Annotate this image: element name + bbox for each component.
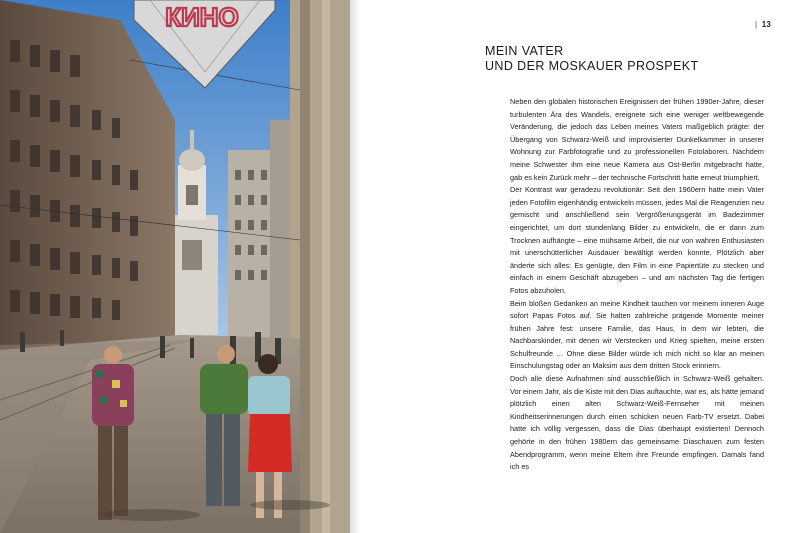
paragraph-3: Beim bloßen Gedanken an meine Kindheit tauchen vor meinem inneren Auge sofort Papas Fotos auf. Sie halten zahlreiche prägende Momente meiner frühen Jahre fest: unsere Familie, das Haus, in dem wir lebten, die Nachbarskinder, mit denen wir Verstecken und Krieg spielten, meine ersten Schulfreunde … Ohne diese Bilder würde ich mich nicht so klar an meinen Einschulungstag oder an Maksim aus dem dritten Stock erinnern. — [510, 298, 764, 371]
cinema-sign-text: КИНО — [165, 2, 239, 32]
page-gutter-shadow — [350, 0, 360, 533]
paragraph-4: Doch alle diese Aufnahmen sind ausschließlich in Schwarz-Weiß gehalten. Vor einem Jahr, als die Kiste mit den Dias auftauchte, war es, als hätte jemand plötzlich einen alten Schwarz-Weiß-Fernseher mit meinen Kindheitserinnerungen durch einen schicken neuen Farb-TV ersetzt. Dabei hatte ich völlig vergessen, dass die Dias überhaupt existierten! Dennoch gehörte in den frühen 1980ern das gemeinsame Diaschauen zum festen Abendprogramm, wenn meine Eltern ihre Freunde empfingen. Damals fand ich es — [510, 374, 764, 472]
folio-separator: | — [754, 20, 758, 29]
chapter-title-line-1: MEIN VATER — [485, 44, 564, 58]
page-number: 13 — [761, 20, 771, 29]
paragraph-2: Der Kontrast war geradezu revolutionär: Seit den 1960ern hatte mein Vater jeden Fotofilm eigenhändig entwickeln müssen, jedes Mal die Reagenzien neu gemischt und anschließend sein Vergrößerungsgerät im Badezimmer eingerichtet, um dort stundenlang Bilder zu entwickeln, die er dann zum Trocknen aufhängte – eine mühsame Arbeit, die nur von wahren Enthusiasten mit unerschütterlicher Ausdauer bewältigt werden konnte. Plötzlich aber änderte sich alles: Es genügte, den Film in eine Papiertüte zu stecken und einfach in einem Geschäft abzugeben – und am nächsten Tag die fertigen Fotos abzuholen. — [510, 185, 764, 295]
paragraph-1: Neben den globalen historischen Ereignissen der frühen 1990er-Jahre, dieser turbulenten Ära des Wandels, ereignete sich eine weniger weltbewegende Veränderung, die jedoch das Leben meines Vaters maßgeblich prägte: der Übergang von Schwarz-Weiß und improvisierter Dunkelkammer in unserer Wohnung zur Farbfotografie und zu professionellen Fotolaboren. Nachdem meine Schwester ihm eine neue Kamera aus Ost-Berlin mitgebracht hatte, gab es kein Zurück mehr – der technische Fortschritt hatte erneut triumphiert. — [510, 97, 764, 182]
chapter-body — [510, 96, 764, 474]
street-photograph — [0, 0, 350, 533]
page-folio — [755, 20, 771, 29]
chapter-title — [485, 44, 765, 74]
chapter-title-line-2: UND DER MOSKAUER PROSPEKT — [485, 59, 699, 73]
